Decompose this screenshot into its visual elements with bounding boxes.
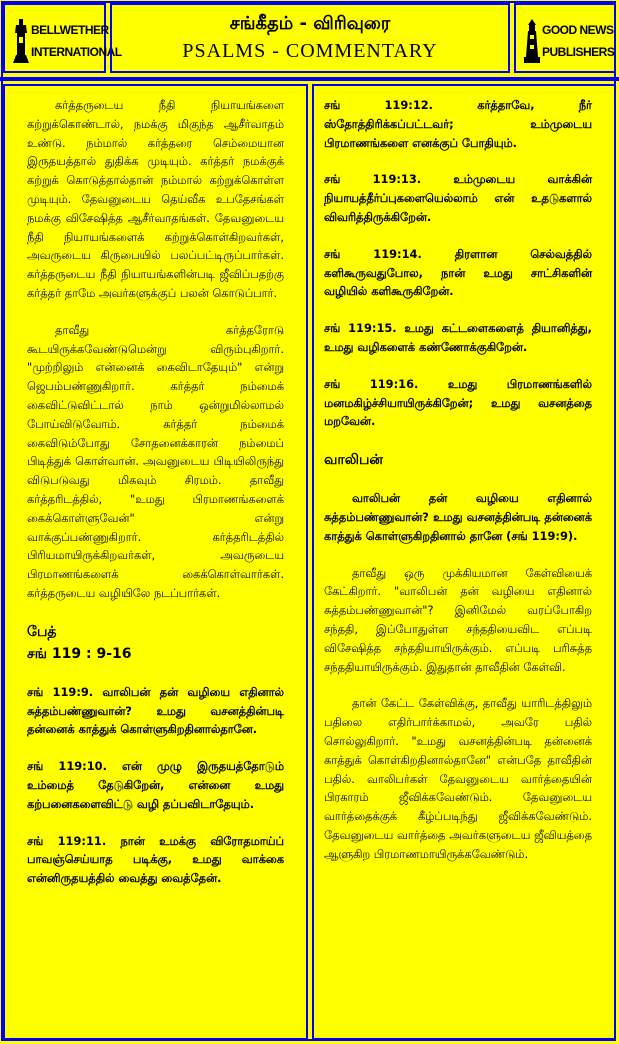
title-box: [110, 3, 510, 73]
logo-line-1: BELLWETHER: [31, 23, 109, 37]
subheading: வாலிபன்: [324, 452, 383, 469]
title-tamil: சங்கீதம் - விரிவுரை: [229, 13, 391, 34]
logo-line-1: GOOD NEWS: [542, 23, 614, 37]
key-verse: வாலிபன் தன் வழியை எதினால் சுத்தம்பண்ணுவான்? உமது வசனத்தின்படி தன்னைக் காத்துக் கொள்ளுகிறதினால் தானே (சங் 119:9).: [324, 491, 592, 543]
section-reference: சங் 119 : 9-16: [27, 645, 132, 662]
logo-line-2: INTERNATIONAL: [31, 45, 122, 59]
paragraph: தாவீது கர்த்தரோடு கூடயிருக்கவேண்டுமென்று விரும்புகிறார். "முற்றிலும் என்னைக் கைவிடாதேயும்" என்று ஜெபம்பண்ணுகிறார். கர்த்தர் நம்மைக் கைவிட்டுவிட்டால் நாம் ஒன்றுமில்லாமல் போய்விடுவோம். கர்த்தர் நம்மைக் கைவிடும்போது சோதனைக்காரன் நம்மைப் பிடித்துக் கொள்வான். அவனுடைய பிடியிலிருந்து விடுபடுவது மிகவும் சிரமம். தாவீது கர்த்தரிடத்தில், "உமது பிரமாணங்களைக் கைக்கொள்ளுவேன்" என்று வாக்குப்பண்ணுகிறார். கர்த்தரிடத்தில் பிரியமாயிருக்கிறவர்கள், அவருடைய பிரமாணங்களைக் கைக்கொள்வார்கள். கர்த்தருடைய வழியிலே நடப்பார்கள்.: [27, 322, 284, 600]
bellwether-logo-box: [3, 3, 122, 73]
title-english: PSALMS - COMMENTARY: [182, 40, 438, 62]
left-column: [3, 84, 308, 1040]
verse: சங் 119:13. உம்முடைய வாக்கின் நியாயத்தீர்ப்புகளையெல்லாம் என் உதடுகளால் விவரித்திருக்கிறேன்.: [324, 172, 592, 224]
logo-line-2: PUBLISHERS: [542, 45, 615, 59]
verse: சங் 119:11. நான் உமக்கு விரோதமாய்ப் பாவஞ்செய்யாத படிக்கு, உமது வாக்கை என்னிருதயத்தில் வைத்து வைத்தேன்.: [27, 833, 284, 886]
good-news-logo: [520, 13, 614, 67]
verse: சங் 119:10. என் முழு இருதயத்தோடும் உம்மைத் தேடுகிறேன், என்னை உமது கற்பனைகளைவிட்டு வழி தப்பவிடாதேயும்.: [27, 759, 284, 811]
paragraph: தான் கேட்ட கேள்விக்கு, தாவீது யாரிடத்திலும் பதிலை எதிர்பார்க்காமல், அவரே பதில் சொல்லுகிறார். "உமது வசனத்தின்படி தன்னைக் காத்துக் கொள்கிறதினால்தானே" என்பதே தாவீதின் பதில். வாலிபர்கள் தேவனுடைய வார்த்தையின் பிரகாரம் ஜீவிக்கவேண்டும். தேவனுடைய வார்த்தைக்குக் கீழ்ப்படிந்து ஜீவிக்கவேண்டும். தேவனுடைய வார்த்தை அவர்களுடைய ஜீவியத்தை ஆளுகிற பிரமாணமாயிருக்கவேண்டும்.: [324, 696, 592, 861]
tower-icon: [13, 19, 29, 63]
right-column: [312, 84, 616, 1040]
lighthouse-icon: [524, 19, 540, 63]
verse: சங் 119:12. கர்த்தாவே, நீர் ஸ்தோத்திரிக்கப்பட்டவர்; உம்முடைய பிரமாணங்களை எனக்குப் போதியும்.: [324, 98, 592, 150]
paragraph: கர்த்தருடைய நீதி நியாயங்களை கற்றுக்கொண்டால், நமக்கு மிகுந்த ஆசீர்வாதம் உண்டு. நம்மால் கர்த்தரை செம்மையான இருதயத்தால் துதிக்க முடியும். கர்த்தர் நமக்குக் கற்றுக் கொடுத்தால்தான் நம்மால் கற்றுக்கொள்ள முடியும். தேவனுடைய தெய்வீக உபதேசங்கள் நமக்கு விசேஷித்த ஆசீர்வாதங்கள். தேவனுடைய நீதி நியாயங்களைக் கற்றுக்கொள்கிறவர்கள், அவருடைய கிருபையில் பலப்பட்டிருப்பார்கள். கர்த்தருடைய நீதி நியாயங்களின்படி ஜீவிப்பதற்கு கர்த்தர் தாமே அவர்களுக்குப் பலன் கொடுப்பார்.: [27, 98, 284, 300]
good-news-logo-box: [514, 3, 616, 73]
verse: சங் 119:15. உமது கட்டளைகளைத் தியானித்து, உமது வழிகளைக் கண்ணோக்குகிறேன்.: [324, 321, 592, 354]
header-divider: [0, 77, 619, 81]
bellwether-logo: [9, 13, 122, 67]
section-title: பேத்: [27, 623, 57, 640]
paragraph: தாவீது ஒரு முக்கியமான கேள்வியைக் கேட்கிறார். "வாலிபன் தன் வழியை எதினால் சுத்தம்பண்ணுவான்"? இனிமேல் வரப்போகிற சந்ததி, இப்போதுள்ள சந்ததியைவிட எப்படி விசேஷித்த சந்ததியாயிருக்கும். எப்படி பரிசுத்த சந்ததியாயிருக்கும். இதுதான் தாவீதின் கேள்வி.: [324, 565, 592, 674]
verse: சங் 119:16. உமது பிரமாணங்களில் மனமகிழ்ச்சியாயிருக்கிறேன்; உமது வசனத்தை மறவேன்.: [324, 376, 592, 429]
verse: சங் 119:9. வாலிபன் தன் வழியை எதினால் சுத்தம்பண்ணுவான்? உமது வசனத்தின்படி தன்னைக் காத்துக் கொள்ளுகிறதினால்தானே.: [27, 684, 284, 737]
verse: சங் 119:14. திரளான செல்வத்தில் களிகூருவதுபோல, நான் உமது சாட்சிகளின் வழியில் களிகூருகிறேன்.: [324, 246, 592, 299]
